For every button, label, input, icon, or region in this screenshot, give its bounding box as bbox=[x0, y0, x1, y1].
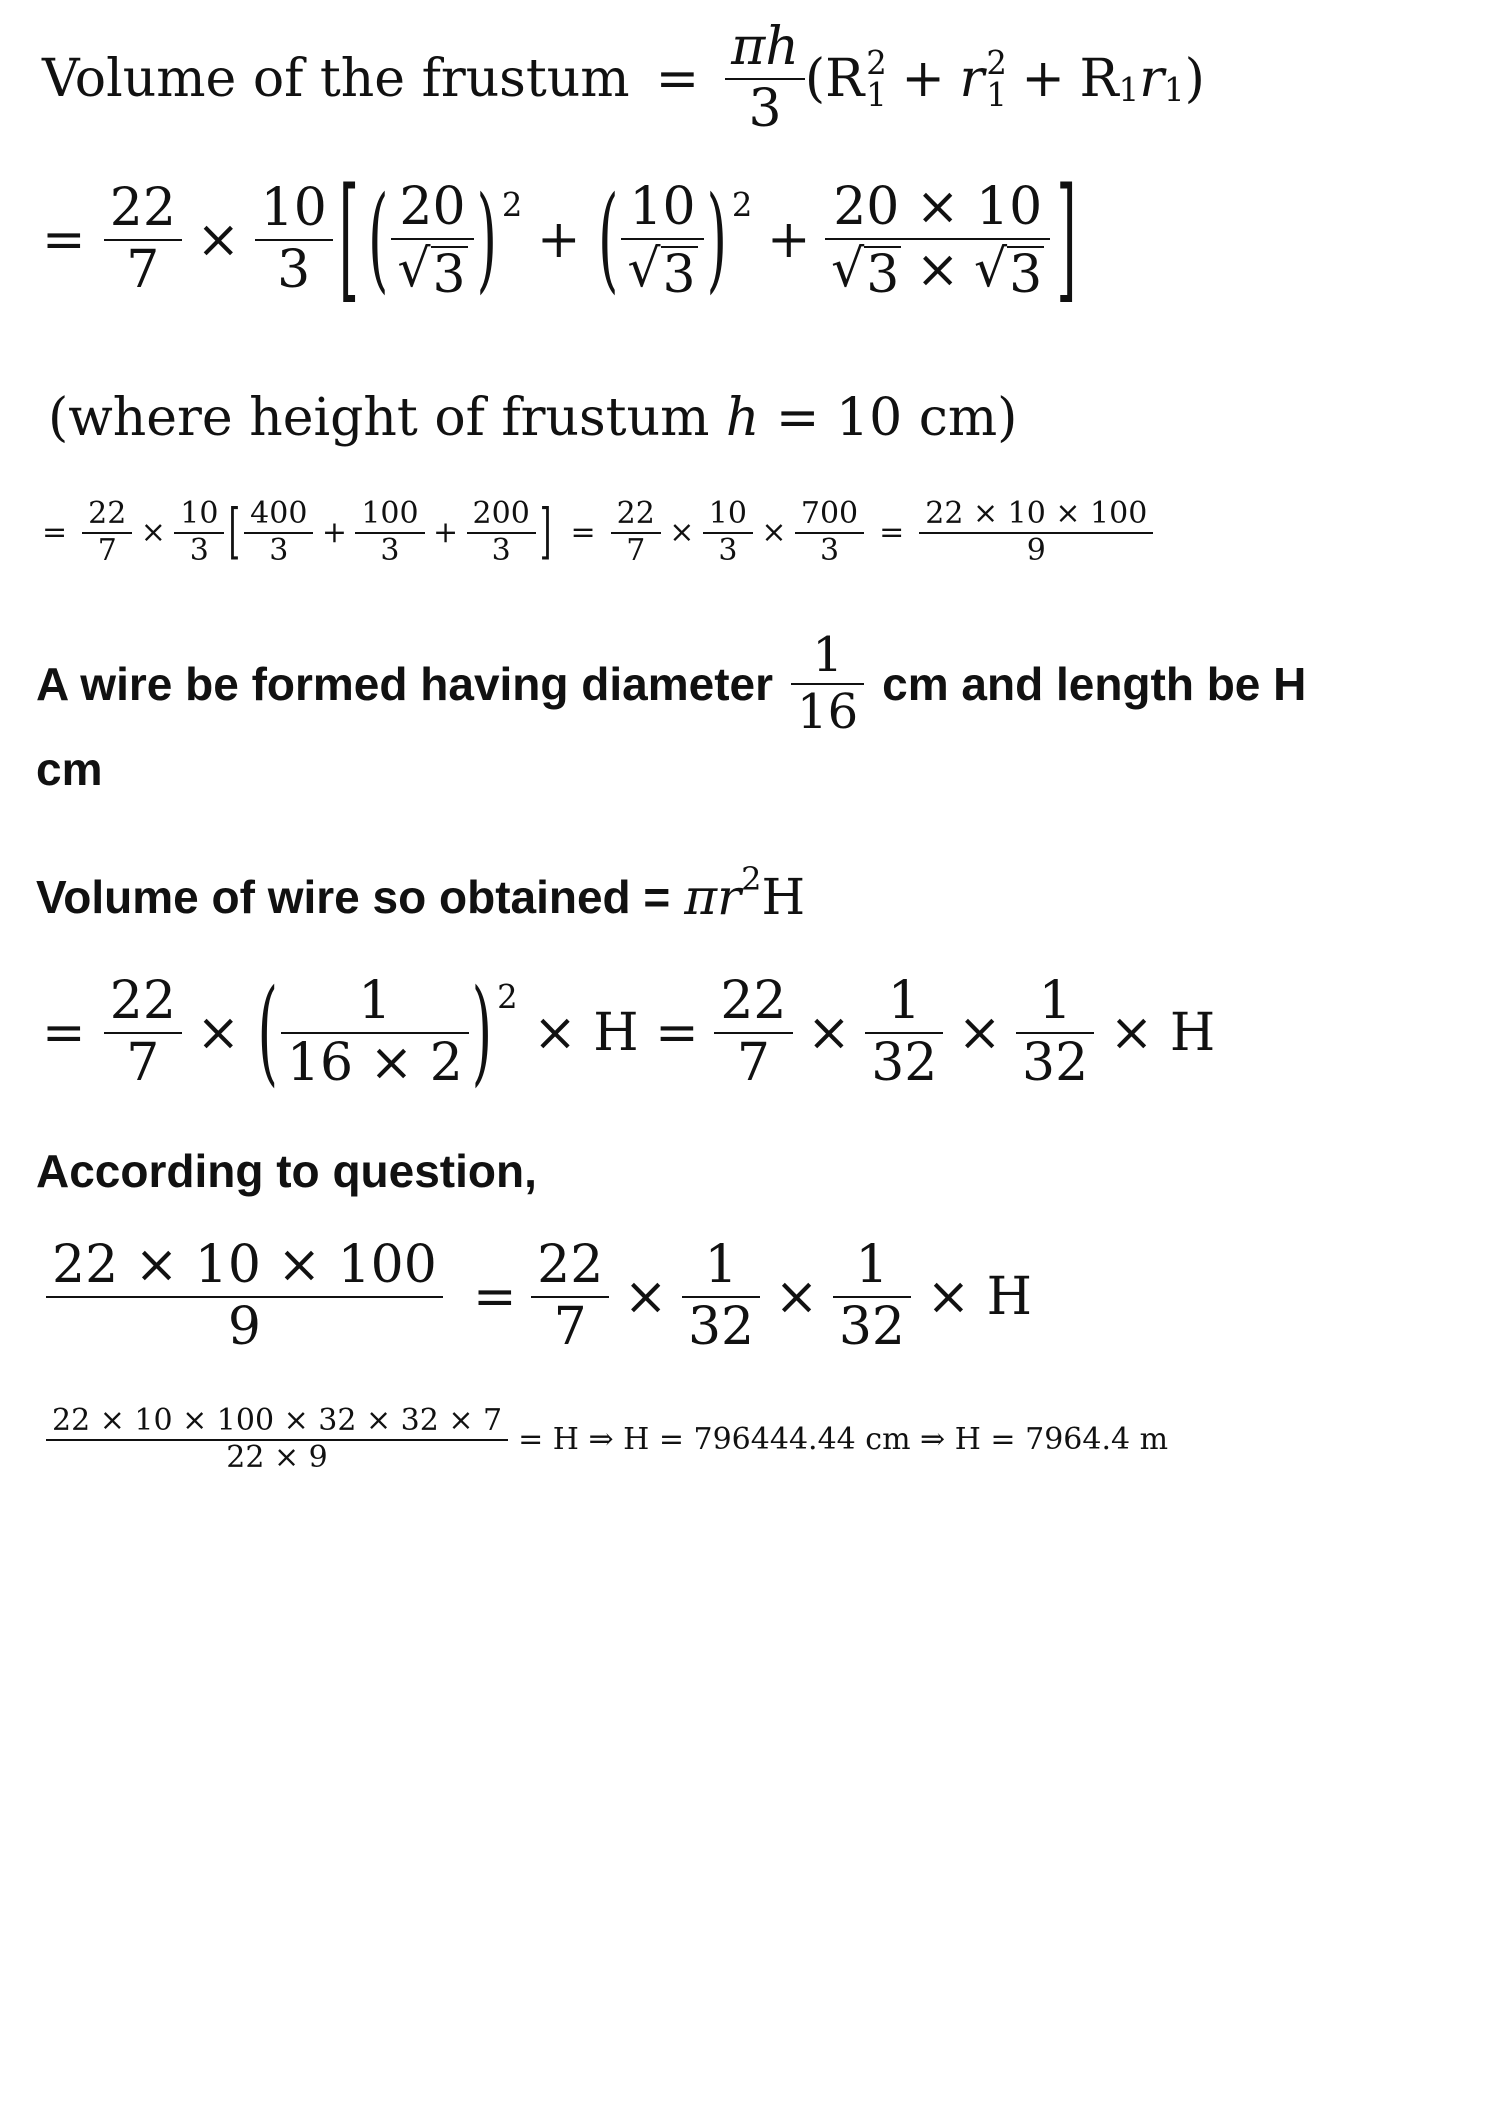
R1-symbol: R bbox=[1079, 48, 1119, 109]
plus-sign: + bbox=[901, 48, 945, 109]
fraction-denominator: 3 bbox=[748, 78, 782, 139]
square-exponent-1: 2 bbox=[501, 185, 523, 224]
fraction-200-over-3 bbox=[825, 177, 1050, 305]
fraction-numerator: πh bbox=[731, 17, 799, 77]
plus-sign-2: + bbox=[1021, 48, 1065, 109]
frustum-volume-label: Volume of the frustum bbox=[42, 48, 630, 109]
fraction-numerator: 20 × 10 bbox=[833, 177, 1043, 237]
frustum-substitution bbox=[42, 162, 1083, 319]
r-superscript: 2 bbox=[986, 43, 1007, 82]
simplification-line: = $\frac{22}{7}$ × $\frac{10}{3}$ [ $\frac{400}{3}$ + $\frac{100}{3}$ + $\frac{200}{3}$ ] = $\frac{22}{7}$ × $\frac{10}{3}$ × $\frac{700}{3}$ = $\frac{22 \times 10 \times 100}{9}$ bbox=[42, 497, 1153, 568]
r1-subscript: 1 bbox=[1164, 71, 1185, 110]
paren-group-2: ( 10 √ 3 ) bbox=[598, 174, 727, 307]
height-note: (where height of frustum h = 10 cm) bbox=[48, 388, 1018, 448]
R-superscript: 2 bbox=[866, 43, 887, 82]
frustum-volume-formula bbox=[42, 18, 1205, 140]
plus-sign-2: + bbox=[766, 210, 811, 271]
square-exponent-2: 2 bbox=[731, 185, 753, 224]
wire-volume-substitution: = $\frac{22}{7}$ × ( $\frac{1}{16 \times 2}$ ) 2 × H = $\frac{22}{7}$ × $\frac{1}{32}$ × $\frac{1}{32}$ × H bbox=[42, 966, 1216, 1099]
fraction-22-7 bbox=[104, 179, 182, 301]
fraction-numerator: 10 bbox=[260, 178, 327, 239]
fraction-numerator: 20 bbox=[399, 177, 466, 237]
R-subscript: 1 bbox=[866, 75, 887, 114]
fraction-20-root3 bbox=[391, 177, 473, 305]
times-sign: × bbox=[196, 210, 241, 271]
equals-sign: = bbox=[42, 210, 86, 271]
fraction-10-root3 bbox=[621, 177, 703, 305]
final-answer-text: = H ⇒ H = 796444.44 cm ⇒ H = 7964.4 m bbox=[518, 1422, 1169, 1457]
fraction-10-3 bbox=[255, 179, 333, 301]
fraction-denominator: √ 3 × √ 3 bbox=[831, 238, 1043, 305]
r1-symbol: r bbox=[1139, 48, 1165, 109]
wire-statement bbox=[36, 628, 1306, 796]
R1-subscript: 1 bbox=[1118, 71, 1140, 110]
plus-sign: + bbox=[536, 210, 581, 271]
sqrt-3: √ 3 bbox=[397, 238, 466, 305]
r-symbol: r bbox=[959, 48, 985, 109]
fraction-numerator: 10 bbox=[629, 177, 696, 237]
left-bracket: [ bbox=[338, 162, 360, 319]
fraction-denominator: 3 bbox=[277, 240, 311, 301]
wire-volume-formula: Volume of wire so obtained = π r 2 H bbox=[36, 860, 806, 926]
open-paren: ( bbox=[804, 48, 826, 109]
equals-sign: = bbox=[655, 48, 700, 109]
diameter-fraction: $\frac{1}{16}$ bbox=[791, 628, 864, 740]
h-symbol: h bbox=[725, 388, 760, 448]
fraction-numerator: 22 bbox=[109, 178, 176, 239]
sqrt-3: √ 3 bbox=[627, 238, 696, 305]
r-subscript: 1 bbox=[986, 75, 1007, 114]
right-bracket: ] bbox=[1056, 162, 1077, 319]
pi-h-over-3 bbox=[725, 18, 805, 140]
wire-statement-text-2: cm and length be H bbox=[882, 658, 1307, 711]
wire-statement-text-3: cm bbox=[36, 743, 103, 796]
paren-group-1: ( 20 √ 3 ) bbox=[368, 174, 497, 307]
close-paren: ) bbox=[1184, 48, 1205, 109]
according-heading: According to question, bbox=[36, 1145, 537, 1197]
equation-setup: $\frac{22 \times 10 \times 100}{9}$ = $\frac{22}{7}$ × $\frac{1}{32}$ × $\frac{1}{32}$ × H bbox=[46, 1236, 1032, 1358]
wire-statement-text-1: A wire be formed having diameter bbox=[36, 658, 774, 711]
final-result: $\frac{22 \times 10 \times 100 \times 32 \times 32 \times 7}{22 \times 9}$ = H ⇒ H = 796444.44 cm ⇒ H = 7964.4 m bbox=[46, 1404, 1168, 1475]
R-symbol: R bbox=[825, 48, 865, 109]
fraction-denominator: 7 bbox=[126, 240, 160, 301]
